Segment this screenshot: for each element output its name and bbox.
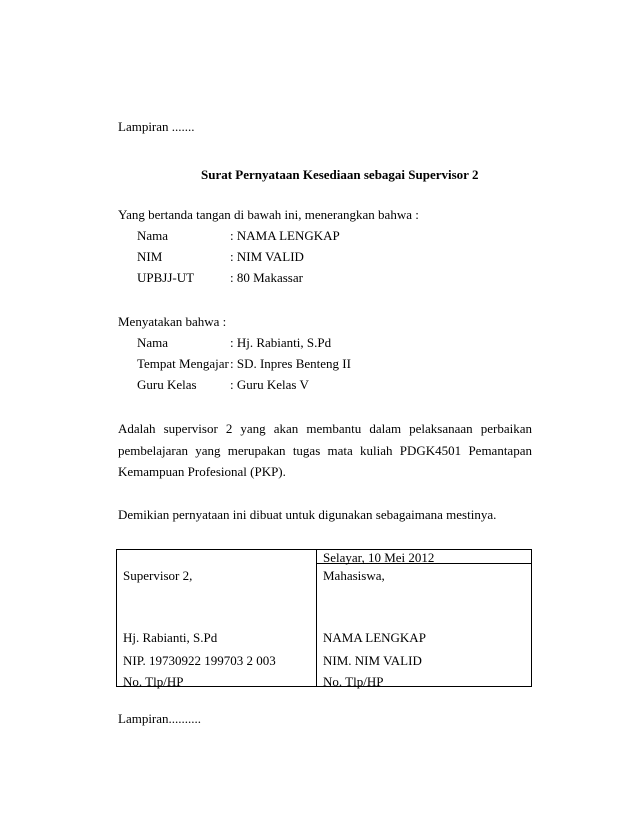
word: yang bbox=[240, 421, 266, 436]
word: tugas bbox=[292, 443, 321, 458]
signature-table bbox=[116, 549, 532, 687]
intro-text: Yang bertanda tangan di bawah ini, menerangkan bahwa : bbox=[118, 207, 419, 222]
place-date: Selayar, 10 Mei 2012 bbox=[323, 550, 435, 565]
supervisor-phone: No. Tlp/HP bbox=[123, 674, 184, 689]
word: membantu bbox=[306, 421, 362, 436]
page-title: Surat Pernyataan Kesediaan sebagai Supervisor 2 bbox=[201, 167, 479, 182]
word: mata bbox=[327, 443, 353, 458]
field-label: NIM bbox=[137, 249, 163, 264]
word: perbaikan bbox=[480, 421, 532, 436]
word: kuliah bbox=[360, 443, 393, 458]
field-label: Nama bbox=[137, 335, 169, 350]
student-nim: NIM. NIM VALID bbox=[323, 653, 422, 668]
closing-text: Demikian pernyataan ini dibuat untuk digunakan sebagaimana mestinya. bbox=[118, 507, 497, 522]
paragraph-line-2 bbox=[118, 444, 532, 457]
column-divider bbox=[316, 550, 317, 686]
student-role: Mahasiswa, bbox=[323, 568, 385, 583]
word: pembelajaran bbox=[118, 443, 189, 458]
field-label: Nama bbox=[137, 228, 169, 243]
word: yang bbox=[195, 443, 221, 458]
field-value: : NAMA LENGKAP bbox=[230, 228, 340, 243]
field-value: : 80 Makassar bbox=[230, 270, 303, 285]
footer-note: Lampiran.......... bbox=[118, 711, 202, 726]
field-value: : SD. Inpres Benteng II bbox=[230, 356, 351, 371]
field-label: Tempat Mengajar bbox=[137, 356, 229, 371]
word: PDGK4501 bbox=[399, 443, 462, 458]
word: Pemantapan bbox=[468, 443, 532, 458]
field-value: : Guru Kelas V bbox=[230, 377, 309, 392]
student-phone: No. Tlp/HP bbox=[323, 674, 384, 689]
field-label: Guru Kelas bbox=[137, 377, 197, 392]
field-value: : NIM VALID bbox=[230, 249, 304, 264]
declares-text: Menyatakan bahwa : bbox=[118, 314, 227, 329]
student-name: NAMA LENGKAP bbox=[323, 630, 426, 645]
supervisor-name: Hj. Rabianti, S.Pd bbox=[123, 630, 218, 645]
field-value: : Hj. Rabianti, S.Pd bbox=[230, 335, 332, 350]
word: Adalah bbox=[118, 421, 156, 436]
word: 2 bbox=[225, 421, 233, 436]
word: dalam bbox=[369, 421, 402, 436]
supervisor-role: Supervisor 2, bbox=[123, 568, 193, 583]
word: pelaksanaan bbox=[409, 421, 473, 436]
header-note: Lampiran ....... bbox=[118, 119, 195, 134]
field-label: UPBJJ-UT bbox=[137, 270, 195, 285]
word: supervisor bbox=[163, 421, 218, 436]
supervisor-nip: NIP. 19730922 199703 2 003 bbox=[123, 653, 276, 668]
paragraph-line-3: Kemampuan Profesional (PKP). bbox=[118, 464, 286, 479]
paragraph-line-1 bbox=[118, 422, 532, 435]
word: akan bbox=[273, 421, 299, 436]
word: merupakan bbox=[227, 443, 286, 458]
